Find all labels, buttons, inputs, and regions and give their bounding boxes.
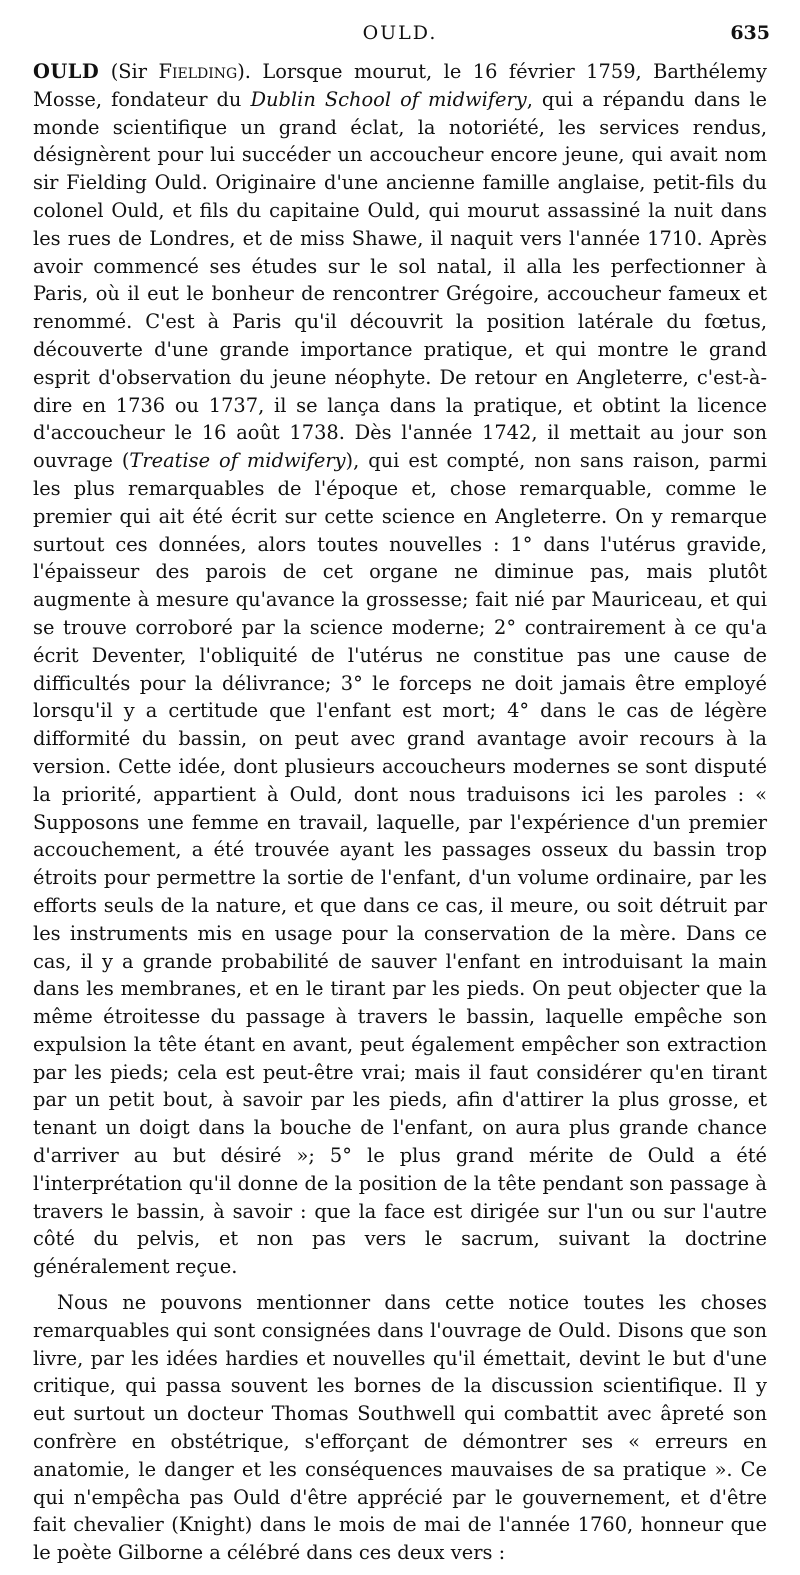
- treatise-title: Treatise of midwifery: [129, 449, 346, 473]
- paragraph-2: Nous ne pouvons mentionner dans cette notice toutes les choses remarquables qui sont consignées dans l'ouvrage de Ould. Disons que son livre, par les idées hardies et nouvelles qu'il émettait, devint le but d'une critique, qui passa souvent les bornes de la discussion scientifique. Il y eut surtout un docteur Thomas Southwell qui combattit avec âpreté son confrère en obstétrique, s'efforçant de démontrer ses « erreurs en anatomie, le danger et les conséquences mauvaises de sa pratique ». Ce qui n'empêcha pas Ould d'être apprécié par le gouvernement, et d'être fait chevalier (Knight) dans le mois de mai de l'année 1760, honneur que le poète Gilborne a célébré dans ces deux vers :: [33, 1291, 767, 1565]
- paragraph-1-text-c: ), qui est compté, non sans raison, parmi les plus remarquables de l'époque et, chose remarquable, comme le premier qui ait été écrit sur cette science en Angleterre. On y remarque surtout ces données, alors toutes nouvelles : 1° dans l'utérus gravide, l'épaisseur des parois de cet organe ne diminue pas, mais plutôt augmente à mesure qu'avance la grossesse; fait nié par Mauriceau, et qui se trouve corroboré par la science moderne; 2° contrairement à ce qu'a écrit Deventer, l'obliquité de l'utérus ne constitue pas une cause de difficultés pour la délivrance; 3° le forceps ne doit jamais être employé lorsqu'il y a certitude que l'enfant est mort; 4° dans le cas de légère difformité du bassin, on peut avec grand avantage avoir recours à la version. Cette idée, dont plusieurs accoucheurs modernes se sont disputé la priorité, appartient à Ould, dont nous traduisons ici les paroles : « Supposons une femme en travail, laquelle, par l'expérience d'un premier accouchement, a été trouvée ayant les passages osseux du bassin trop étroits pour permettre la sortie de l'enfant, d'un volume ordinaire, par les efforts seuls de la nature, et que dans ce cas, il meure, ou soit détruit par les instruments mis en usage pour la conservation de la mère. Dans ce cas, il y a grande probabilité de sauver l'enfant en introduisant la main dans les membranes, et en le tirant par les pieds. On peut objecter que la même étroitesse du passage à travers le bassin, laquelle empêche son expulsion la tête étant en avant, peut également empêcher son extraction par les pieds; cela est peut-être vrai; mais il faut considérer qu'en tirant par un petit bout, à savoir par les pieds, afin d'attirer la plus grosse, et tenant un doigt dans la bouche de l'enfant, on aura plus grande chance d'arriver au but désiré »; 5° le plus grand mérite de Ould a été l'interprétation qu'il donne de la position de la tête pendant son passage à travers le bassin, à savoir : que la face est dirigée sur l'un ou sur l'autre côté du pelvis, et non pas vers le sacrum, suivant la doctrine généralement reçue.: [33, 449, 767, 1279]
- paragraph-1-text-a: ). Lorsque mourut, le 16 février 1759, Barthélemy Mosse, fondateur du: [33, 60, 767, 111]
- paren-open: (Sir: [99, 60, 159, 83]
- running-title: OULD.: [362, 22, 438, 44]
- page-number: 635: [730, 22, 770, 44]
- entry-headword: OULD: [33, 60, 100, 83]
- paragraph-1-text-b: , qui a répandu dans le monde scientifique un grand éclat, la notoriété, les services rendus, désignèrent pour lui succéder un accoucheur encore jeune, qui avait nom sir Fielding Ould. Originaire d'une ancienne famille anglaise, petit-fils du colonel Ould, et fils du capitaine Ould, qui mourut assassiné la nuit dans les rues de Londres, et de miss Shawe, il naquit vers l'année 1710. Après avoir commencé ses études sur le sol natal, il alla les perfectionner à Paris, où il eut le bonheur de rencontrer Grégoire, accoucheur fameux et renommé. C'est à Paris qu'il découvrit la position latérale du fœtus, découverte d'une grande importance pratique, et qui montre le grand esprit d'observation du jeune néophyte. De retour en Angleterre, c'est-à-dire en 1736 ou 1737, il se lança dans la pratique, et obtint la licence d'accoucheur le 16 août 1738. Dès l'année 1742, il mettait au jour son ouvrage (: [33, 87, 767, 473]
- school-title: Dublin School of midwifery: [250, 87, 527, 111]
- article-body: [33, 58, 767, 1575]
- running-head: [30, 22, 770, 50]
- entry-forename: Fielding: [158, 60, 238, 83]
- paragraph-1: [33, 58, 767, 1281]
